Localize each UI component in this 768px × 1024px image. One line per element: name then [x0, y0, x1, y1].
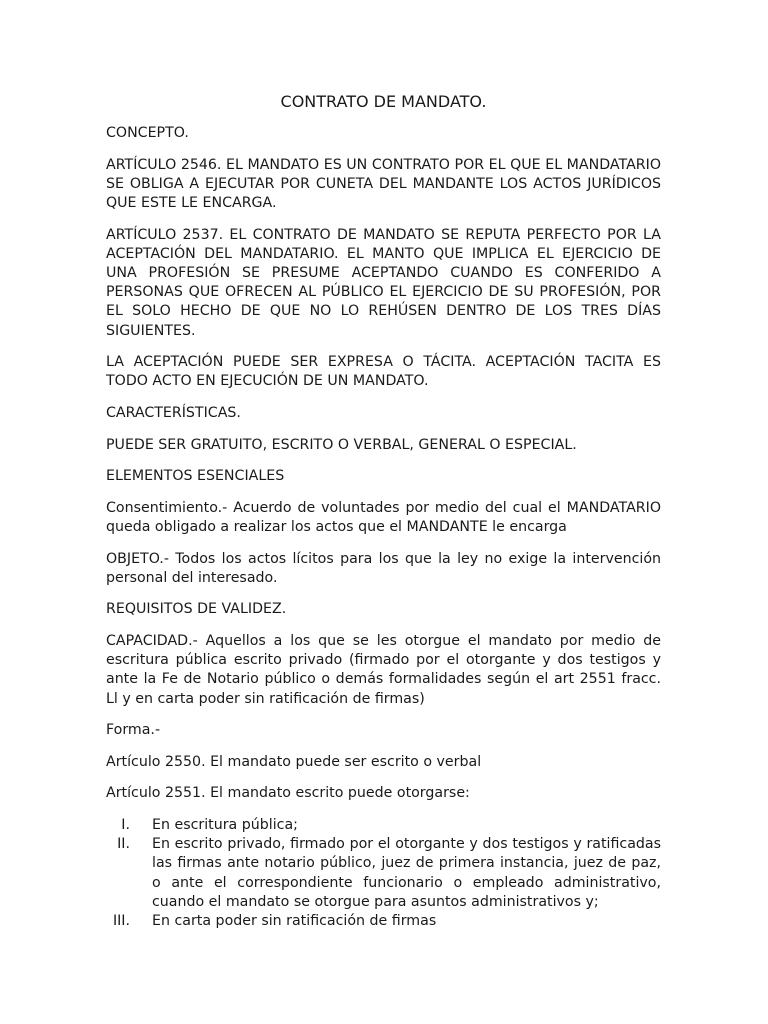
- list-item-number: III.: [112, 912, 130, 929]
- document-title: CONTRATO DE MANDATO.: [280, 92, 487, 111]
- paragraph-gratuito: PUEDE SER GRATUITO, ESCRITO O VERBAL, GENERAL O ESPECIAL.: [106, 436, 577, 453]
- heading-requisitos-validez: REQUISITOS DE VALIDEZ.: [106, 601, 287, 618]
- list-item: [106, 912, 661, 931]
- paragraph-objeto: OBJETO.- Todos los actos lícitos para los que la ley no exige la intervención personal del interesado.: [106, 550, 661, 586]
- heading-concepto: CONCEPTO.: [106, 125, 189, 141]
- list-item: [106, 816, 661, 835]
- paragraph-articulo-2551: Artículo 2551. El mandato escrito puede otorgarse:: [106, 785, 470, 802]
- paragraph-articulo-2550: Artículo 2550. El mandato puede ser escrito o verbal: [106, 753, 482, 770]
- list-item-text: En escrito privado, firmado por el otorgante y dos testigos y ratificadas las firmas ante notario público, juez de primera instancia, juez de paz, o ante el correspondiente funcionario o empleado administrativo, cuando el mandato se otorgue para asuntos administrativos y;: [152, 836, 661, 910]
- list-item-text: En escritura pública;: [152, 816, 298, 833]
- paragraph-articulo-2537: ARTÍCULO 2537. EL CONTRATO DE MANDATO SE REPUTA PERFECTO POR LA ACEPTACIÓN DEL MANDATARIO. EL MANTO QUE IMPLICA EL EJERCICIO DE UNA PROFESIÓN SE PRESUME ACEPTANDO CUANDO ES CONFERIDO A PERSONAS QUE OFRECEN AL PÚBLICO EL EJERCICIO DE SU PROFESIÓN, POR EL SOLO HECHO DE QUE NO LO REHÚSEN DENTRO DE LOS TRES DÍAS SIGUIENTES.: [106, 226, 661, 339]
- document-page: [106, 92, 661, 931]
- paragraph-articulo-2546: ARTÍCULO 2546. EL MANDATO ES UN CONTRATO POR EL QUE EL MANDATARIO SE OBLIGA A EJECUTAR POR CUNETA DEL MANDANTE LOS ACTOS JURÍDICOS QUE ESTE LE ENCARGA.: [106, 156, 661, 211]
- paragraph-consentimiento: Consentimiento.- Acuerdo de voluntades por medio del cual el MANDATARIO queda obligado a realizar los actos que el MANDANTE le encarga: [106, 499, 661, 535]
- heading-forma: Forma.-: [106, 722, 161, 739]
- list-item-number: I.: [121, 816, 130, 833]
- heading-caracteristicas: CARACTERÍSTICAS.: [106, 405, 241, 421]
- paragraph-aceptacion: LA ACEPTACIÓN PUEDE SER EXPRESA O TÁCITA. ACEPTACIÓN TACITA ES TODO ACTO EN EJECUCIÓN DE UN MANDATO.: [106, 354, 661, 390]
- roman-numeral-list: [106, 816, 661, 931]
- list-item: [106, 835, 661, 912]
- list-item-number: II.: [117, 836, 130, 853]
- list-item-text: En carta poder sin ratificación de firmas: [152, 912, 437, 929]
- heading-elementos-esenciales: ELEMENTOS ESENCIALES: [106, 468, 285, 485]
- paragraph-capacidad: CAPACIDAD.- Aquellos a los que se les otorgue el mandato por medio de escritura pública escrito privado (firmado por el otorgante y dos testigos y ante la Fe de Notario público o demás formalidades según el art 2551 fracc. Ll y en carta poder sin ratificación de firmas): [106, 632, 661, 707]
